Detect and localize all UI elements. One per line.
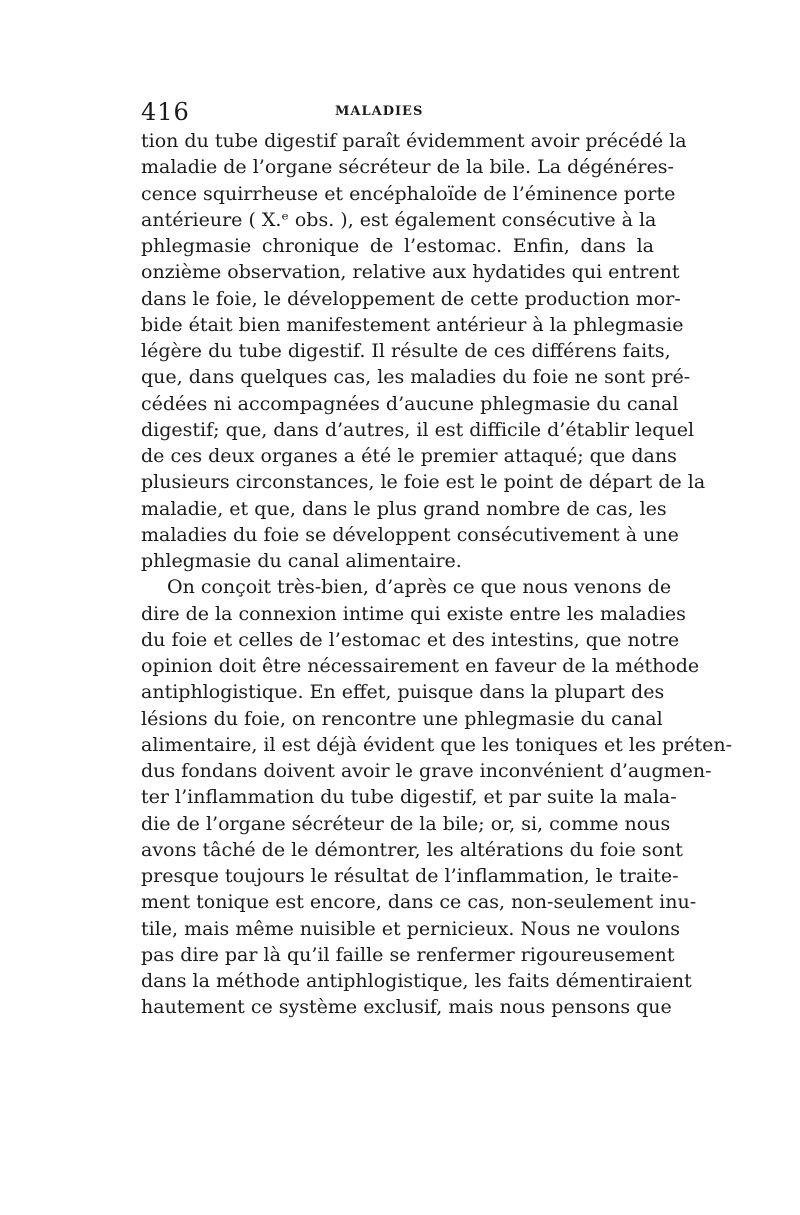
text-line: opinion doit être nécessairement en faveur de la méthode	[141, 655, 700, 677]
text-line: alimentaire, il est déjà évident que les toniques et les préten-	[141, 733, 732, 756]
text-line: dans la méthode antiphlogistique, les faits démentiraient	[141, 970, 692, 992]
text-line: pas dire par là qu’il faille se renfermer rigoureusement	[141, 943, 675, 966]
text-line: tion du tube digestif paraît évidemment avoir précédé la	[141, 130, 687, 152]
text-line: phlegmasie chronique de l’estomac. Enfin, dans la	[141, 235, 654, 257]
text-line: ment tonique est encore, dans ce cas, non-seulement inu-	[141, 891, 697, 914]
text-line: du foie et celles de l’estomac et des intestins, que notre	[141, 628, 680, 651]
text-line: cence squirrheuse et encéphaloïde de l’éminence porte	[141, 182, 676, 205]
text-line: antiphlogistique. En effet, puisque dans la plupart des	[141, 681, 665, 704]
text-line: dire de la connexion intime qui existe entre les maladies	[141, 602, 686, 625]
text-line: hautement ce système exclusif, mais nous pensons que	[141, 996, 672, 1019]
running-head: MALADIES	[335, 104, 424, 119]
text-line: cédées ni accompagnées d’aucune phlegmasie du canal	[141, 392, 679, 415]
text-line: dans le foie, le développement de cette production mor-	[141, 287, 681, 310]
text-line: dus fondans doivent avoir le grave inconvénient d’augmen-	[141, 760, 712, 782]
text-line: bide était bien manifestement antérieur à la phlegmasie	[141, 313, 684, 336]
text-line: digestif; que, dans d’autres, il est difficile d’établir lequel	[141, 418, 695, 441]
page-header	[141, 100, 654, 124]
text-line: maladie, et que, dans le plus grand nombre de cas, les	[141, 497, 667, 520]
text-line: ter l’inflammation du tube digestif, et par suite la mala-	[141, 786, 677, 809]
text-line: presque toujours le résultat de l’inflammation, le traite-	[141, 865, 679, 887]
text-line: onzième observation, relative aux hydatides qui entrent	[141, 261, 680, 284]
text-line: antérieure ( X.ᵉ obs. ), est également consécutive à la	[141, 208, 657, 231]
text-line: que, dans quelques cas, les maladies du foie ne sont pré-	[141, 366, 691, 389]
text-line: maladie de l’organe sécréteur de la bile. La dégénéres-	[141, 156, 674, 179]
text-line: légère du tube digestif. Il résulte de ces différens faits,	[141, 340, 671, 362]
text-line: avons tâché de le démontrer, les altérations du foie sont	[141, 838, 683, 861]
text-line: lésions du foie, on rencontre une phlegmasie du canal	[141, 707, 663, 730]
page-number: 416	[141, 98, 190, 126]
text-line: phlegmasie du canal alimentaire.	[141, 550, 462, 572]
text-line: de ces deux organes a été le premier attaqué; que dans	[141, 445, 677, 467]
text-line: tile, mais même nuisible et pernicieux. Nous ne voulons	[141, 917, 681, 940]
paragraph-first-line: On conçoit très-bien, d’après ce que nous venons de	[167, 576, 672, 599]
text-line: die de l’organe sécréteur de la bile; or, si, comme nous	[141, 812, 671, 835]
text-line: maladies du foie se développent consécutivement à une	[141, 523, 679, 546]
text-line: plusieurs circonstances, le foie est le point de départ de la	[141, 471, 706, 494]
body-text	[141, 128, 732, 1021]
